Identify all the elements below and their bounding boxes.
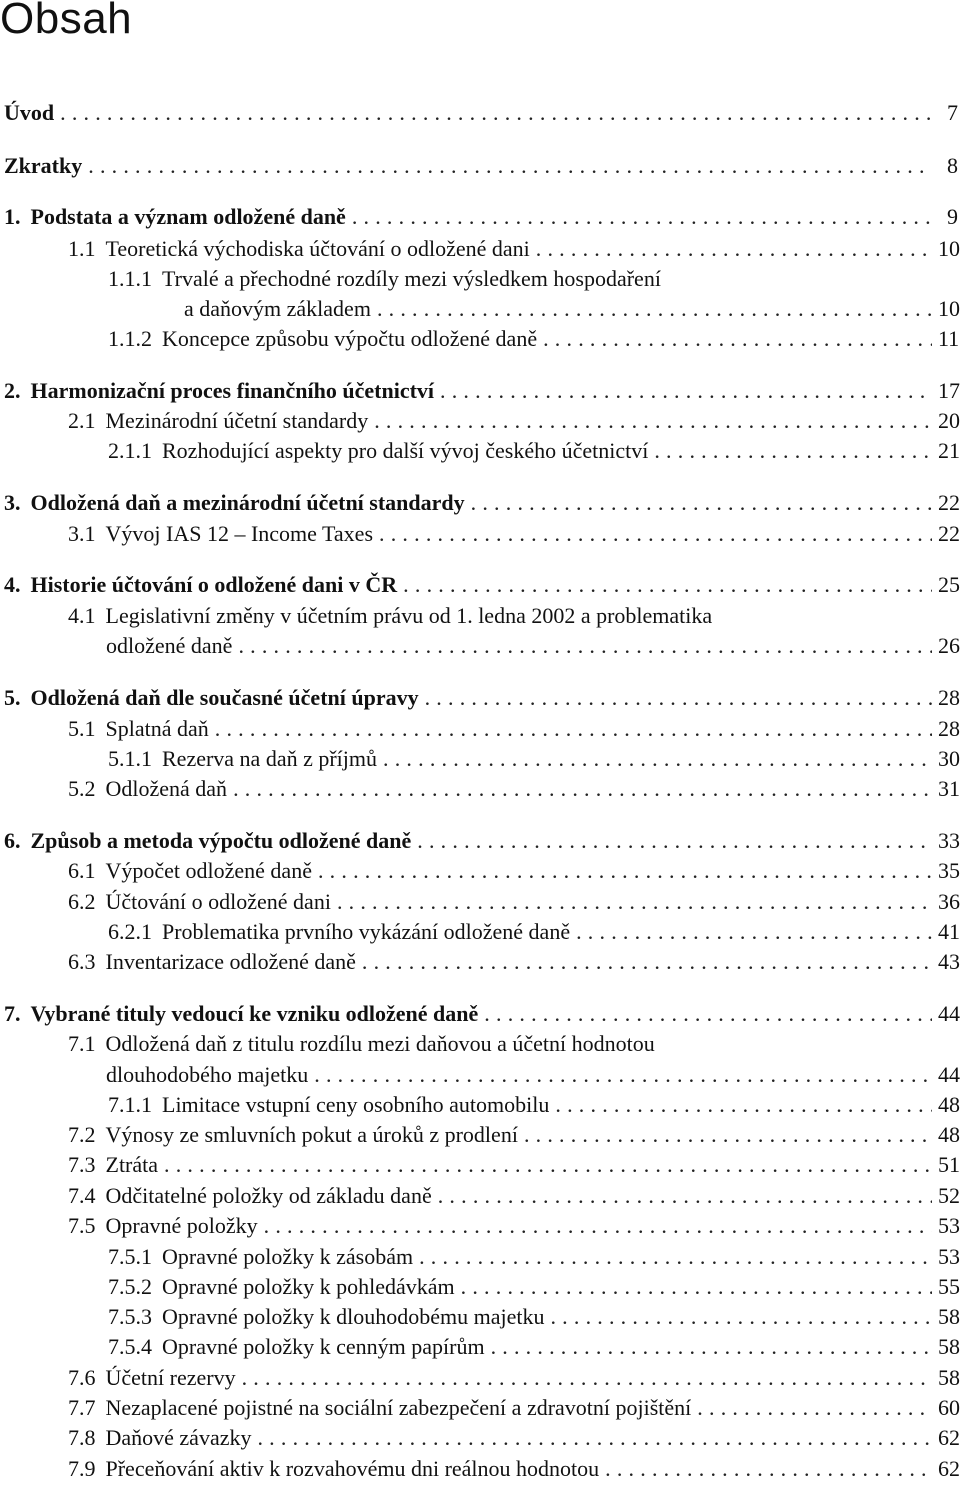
toc-leader-dots	[314, 1060, 932, 1090]
toc-entry-continuation[interactable]	[106, 1060, 958, 1090]
toc-entry-number: 6.3	[68, 949, 96, 974]
toc-entry-number: 1.1.1	[108, 266, 152, 291]
toc-page-number: 48	[938, 1122, 960, 1147]
toc-entry-title: Daňové závazky	[105, 1425, 252, 1450]
toc-entry-number: 7.6	[68, 1365, 96, 1390]
toc-leader-dots	[352, 202, 932, 232]
toc-entry[interactable]	[108, 744, 958, 774]
toc-page-number: 22	[938, 521, 960, 546]
toc-leader-dots	[654, 436, 932, 466]
toc-entry[interactable]	[4, 488, 958, 518]
toc-page-number: 22	[938, 490, 960, 515]
toc-page-number: 41	[938, 919, 960, 944]
toc-page-number: 43	[938, 949, 960, 974]
toc-entry-number: 5.1.1	[108, 746, 152, 771]
toc-entry-number: 3.1	[68, 521, 96, 546]
toc-entry-number: 7.4	[68, 1183, 96, 1208]
toc-entry-title: Odložená daň	[105, 776, 228, 801]
toc-entry[interactable]	[108, 1332, 958, 1362]
toc-leader-dots	[337, 887, 932, 917]
toc-leader-dots	[484, 999, 932, 1029]
toc-entry-title: Odložená daň a mezinárodní účetní standardy	[30, 490, 465, 515]
toc-entry-number: 5.1	[68, 716, 96, 741]
toc-entry-number: 6.2.1	[108, 919, 152, 944]
toc-entry-title: Opravné položky k cenným papírům	[162, 1334, 485, 1359]
toc-entry-number: 3.	[4, 490, 21, 515]
toc-page-number: 36	[938, 889, 960, 914]
toc-page-number: 10	[938, 296, 960, 321]
toc-leader-dots	[697, 1393, 932, 1423]
toc-entry-number: 5.2	[68, 776, 96, 801]
toc-entry-number: 7.5	[68, 1213, 96, 1238]
toc-entry-title: Účtování o odložené dani	[105, 889, 331, 914]
toc-entry[interactable]	[4, 151, 958, 181]
toc-page-number: 28	[938, 716, 960, 741]
toc-leader-dots	[491, 1332, 932, 1362]
toc-entry-title: Ztráta	[105, 1152, 159, 1177]
toc-leader-dots	[440, 376, 932, 406]
toc-entry[interactable]	[4, 570, 958, 600]
toc-entry[interactable]	[108, 917, 958, 947]
toc-leader-dots	[362, 947, 932, 977]
toc-leader-dots	[471, 488, 932, 518]
toc-entry-title: Harmonizační proces finančního účetnictví	[30, 378, 435, 403]
toc-entry[interactable]	[108, 1302, 958, 1332]
toc-page-number: 21	[938, 438, 960, 463]
toc-leader-dots	[461, 1272, 932, 1302]
toc-page-number: 62	[938, 1456, 960, 1481]
toc-entry[interactable]	[4, 376, 958, 406]
toc-leader-dots	[536, 234, 932, 264]
toc-entry[interactable]	[68, 1120, 958, 1150]
toc-leader-dots	[417, 826, 932, 856]
toc-leader-dots	[403, 570, 932, 600]
toc-leader-dots	[374, 406, 932, 436]
toc-entry-title: Opravné položky k zásobám	[162, 1244, 414, 1269]
toc-entry-title: Trvalé a přechodné rozdíly mezi výsledkem hospodaření	[162, 266, 661, 291]
toc-entry-number: 7.3	[68, 1152, 96, 1177]
toc-page-number: 55	[938, 1274, 960, 1299]
toc-entry[interactable]	[108, 1242, 958, 1272]
toc-page-number: 30	[938, 746, 960, 771]
toc-leader-dots	[242, 1363, 932, 1393]
toc-entry-title: Opravné položky k dlouhodobému majetku	[162, 1304, 545, 1329]
toc-entry[interactable]	[68, 519, 958, 549]
toc-entry-title: Opravné položky k pohledávkám	[162, 1274, 455, 1299]
toc-entry-title-continued: dlouhodobého majetku	[106, 1062, 309, 1087]
toc-entry[interactable]	[68, 601, 958, 631]
toc-entry-number: 2.1	[68, 408, 96, 433]
toc-entry-number: 5.	[4, 685, 21, 710]
toc-page-number: 31	[938, 776, 960, 801]
toc-entry[interactable]	[108, 324, 958, 354]
toc-page-number: 58	[938, 1365, 960, 1390]
toc-entry-title: Limitace vstupní ceny osobního automobilu	[162, 1092, 550, 1117]
toc-entry[interactable]	[68, 234, 958, 264]
toc-page-number: 8	[947, 153, 958, 178]
toc-entry-number: 4.	[4, 572, 21, 597]
toc-entry-number: 1.1.2	[108, 326, 152, 351]
toc-entry-title-continued: odložené daně	[106, 633, 233, 658]
toc-leader-dots	[605, 1454, 932, 1484]
toc-leader-dots	[425, 683, 932, 713]
toc-page-number: 48	[938, 1092, 960, 1117]
toc-entry[interactable]	[68, 1454, 958, 1484]
toc-entry[interactable]	[108, 436, 958, 466]
toc-entry-number: 6.1	[68, 858, 96, 883]
toc-entry[interactable]	[68, 1181, 958, 1211]
toc-page-number: 51	[938, 1152, 960, 1177]
toc-entry-number: 2.	[4, 378, 21, 403]
toc-entry-number: 7.1.1	[108, 1092, 152, 1117]
toc-entry[interactable]	[68, 887, 958, 917]
toc-entry-number: 7.5.2	[108, 1274, 152, 1299]
toc-entry[interactable]	[108, 1272, 958, 1302]
toc-entry-number: 7.5.1	[108, 1244, 152, 1269]
toc-page-number: 53	[938, 1213, 960, 1238]
toc-entry-title: Mezinárodní účetní standardy	[105, 408, 369, 433]
toc-leader-dots	[550, 1302, 932, 1332]
toc-entry-title: Zkratky	[4, 153, 83, 178]
toc-entry-title: Způsob a metoda výpočtu odložené daně	[30, 828, 412, 853]
toc-entry-title: Koncepce způsobu výpočtu odložené daně	[162, 326, 538, 351]
toc-entry-title: Odložená daň z titulu rozdílu mezi daňovou a účetní hodnotou	[105, 1031, 655, 1056]
toc-entry-title: Rozhodující aspekty pro další vývoj českého účetnictví	[162, 438, 649, 463]
toc-entry[interactable]	[68, 947, 958, 977]
toc-leader-dots	[438, 1181, 932, 1211]
toc-entry-title: Problematika prvního vykázání odložené daně	[162, 919, 571, 944]
toc-entry-title: Nezaplacené pojistné na sociální zabezpečení a zdravotní pojištění	[105, 1395, 692, 1420]
toc-entry-title: Výpočet odložené daně	[105, 858, 312, 883]
toc-page-number: 10	[938, 236, 960, 261]
toc-leader-dots	[318, 856, 932, 886]
toc-page-number: 53	[938, 1244, 960, 1269]
toc-page-number: 58	[938, 1334, 960, 1359]
toc-entry-number: 7.7	[68, 1395, 96, 1420]
toc-leader-dots	[60, 98, 932, 128]
toc-entry-continuation[interactable]	[106, 631, 958, 661]
toc-entry-number: 2.1.1	[108, 438, 152, 463]
toc-entry[interactable]	[68, 1150, 958, 1180]
toc-page-number: 60	[938, 1395, 960, 1420]
toc-entry-number: 4.1	[68, 603, 96, 628]
toc-entry-title: Splatná daň	[105, 716, 209, 741]
toc-page-number: 52	[938, 1183, 960, 1208]
toc-entry-title: Legislativní změny v účetním právu od 1. ledna 2002 a problematika	[105, 603, 713, 628]
toc-entry-title: Inventarizace odložené daně	[105, 949, 356, 974]
toc-page-number: 25	[938, 572, 960, 597]
toc-entry[interactable]	[68, 406, 958, 436]
toc-page-number: 58	[938, 1304, 960, 1329]
toc-leader-dots	[233, 774, 932, 804]
toc-entry-title: Rezerva na daň z příjmů	[162, 746, 378, 771]
toc-entry-title: Výnosy ze smluvních pokut a úroků z prodlení	[105, 1122, 518, 1147]
toc-entry[interactable]	[68, 1423, 958, 1453]
toc-entry-number: 7.5.3	[108, 1304, 152, 1329]
toc-leader-dots	[257, 1423, 932, 1453]
toc-leader-dots	[379, 519, 932, 549]
toc-entry[interactable]	[108, 1090, 958, 1120]
toc-page-number: 44	[938, 1062, 960, 1087]
toc-entry-number: 7.5.4	[108, 1334, 152, 1359]
toc-leader-dots	[419, 1242, 932, 1272]
toc-entry-number: 7.8	[68, 1425, 96, 1450]
toc-leader-dots	[524, 1120, 932, 1150]
toc-leader-dots	[377, 294, 932, 324]
toc-entry-title: Historie účtování o odložené dani v ČR	[30, 572, 398, 597]
toc-entry-title: Teoretická východiska účtování o odložené dani	[105, 236, 530, 261]
toc-entry-title: Účetní rezervy	[105, 1365, 236, 1390]
toc-entry-title: Odložená daň dle současné účetní úpravy	[30, 685, 419, 710]
toc-entry-title: Opravné položky	[105, 1213, 258, 1238]
toc-entry[interactable]	[68, 1393, 958, 1423]
toc-leader-dots	[264, 1211, 932, 1241]
toc-entry-number: 6.	[4, 828, 21, 853]
toc-entry[interactable]	[4, 683, 958, 713]
toc-page-number: 28	[938, 685, 960, 710]
toc-entry-number: 7.1	[68, 1031, 96, 1056]
toc-entry-continuation[interactable]	[184, 294, 958, 324]
toc-entry-title-continued: a daňovým základem	[184, 296, 371, 321]
toc-entry[interactable]	[108, 264, 958, 294]
toc-entry-number: 7.2	[68, 1122, 96, 1147]
toc-entry[interactable]	[68, 714, 958, 744]
toc-entry-title: Odčitatelné položky od základu daně	[105, 1183, 432, 1208]
toc-entry-title: Úvod	[4, 100, 55, 125]
toc-leader-dots	[555, 1090, 932, 1120]
toc-entry-number: 7.	[4, 1001, 21, 1026]
toc-entry[interactable]	[4, 202, 958, 232]
toc-entry[interactable]	[68, 774, 958, 804]
toc-entry-title: Vybrané tituly vedoucí ke vzniku odložené daně	[30, 1001, 479, 1026]
toc-page-number: 20	[938, 408, 960, 433]
toc-entry[interactable]	[4, 98, 958, 128]
toc-page-number: 17	[938, 378, 960, 403]
toc-entry-number: 6.2	[68, 889, 96, 914]
toc-page-number: 35	[938, 858, 960, 883]
toc-leader-dots	[215, 714, 932, 744]
toc-entry-number: 1.	[4, 204, 21, 229]
toc-leader-dots	[88, 151, 932, 181]
toc-page-number: 62	[938, 1425, 960, 1450]
toc-leader-dots	[576, 917, 932, 947]
toc-entry-title: Vývoj IAS 12 – Income Taxes	[105, 521, 374, 546]
toc-page-number: 26	[938, 633, 960, 658]
toc-entry-title: Podstata a význam odložené daně	[30, 204, 346, 229]
toc-leader-dots	[164, 1150, 932, 1180]
toc-page-number: 44	[938, 1001, 960, 1026]
toc-entry-number: 1.1	[68, 236, 96, 261]
toc-leader-dots	[238, 631, 932, 661]
toc-entry-title: Přeceňování aktiv k rozvahovému dni reálnou hodnotou	[105, 1456, 600, 1481]
toc-entry[interactable]	[68, 1029, 958, 1059]
toc-page-number: 33	[938, 828, 960, 853]
toc-entry-number: 7.9	[68, 1456, 96, 1481]
toc-page-number: 11	[938, 326, 960, 351]
toc-leader-dots	[543, 324, 932, 354]
toc-page-number: 7	[947, 100, 958, 125]
page-title: Obsah	[0, 0, 133, 43]
toc-entry[interactable]	[4, 999, 958, 1029]
toc-page-number: 9	[947, 204, 958, 229]
toc-entry[interactable]	[68, 1211, 958, 1241]
toc-leader-dots	[383, 744, 932, 774]
toc-entry[interactable]	[68, 856, 958, 886]
toc-entry[interactable]	[68, 1363, 958, 1393]
toc-entry[interactable]	[4, 826, 958, 856]
